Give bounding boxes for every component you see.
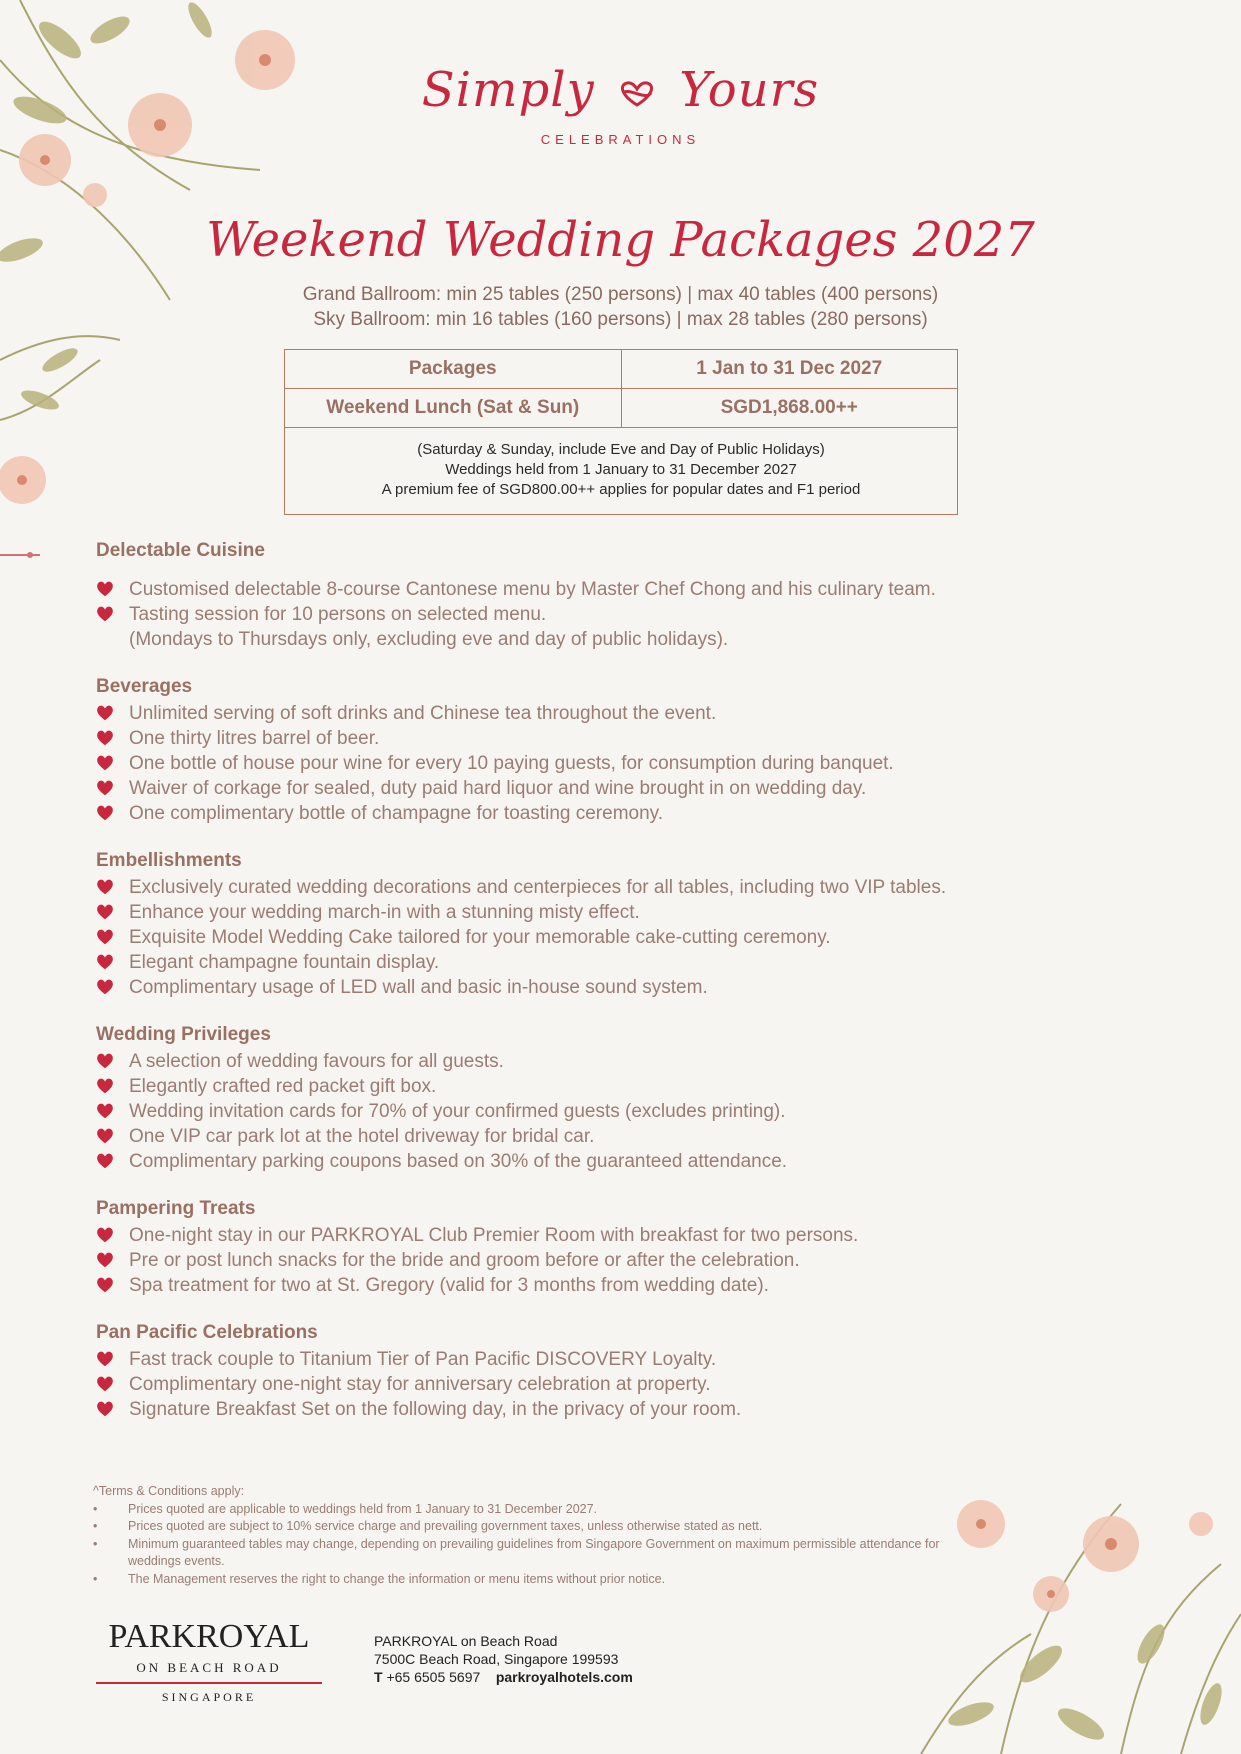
terms-and-conditions [93, 1483, 973, 1589]
list-item [96, 975, 1096, 1000]
pricing-header-period: 1 Jan to 31 Dec 2027 [621, 350, 958, 388]
list-item-text: Unlimited serving of soft drinks and Chinese tea throughout the event. [129, 703, 717, 724]
list-item [96, 875, 1096, 900]
heart-bullet-icon [96, 605, 114, 623]
list-item-text: Elegant champagne fountain display. [129, 952, 440, 973]
section-title: Pampering Treats [96, 1198, 256, 1219]
section-cuisine [96, 540, 1096, 652]
heart-bullet-icon [96, 878, 114, 896]
infinity-heart-icon [617, 79, 657, 109]
list-item-text: Exclusively curated wedding decorations and centerpieces for all tables, including two VIP tables. [129, 877, 947, 898]
logo-city: SINGAPORE [161, 1690, 257, 1704]
pricing-price: SGD1,868.00++ [621, 389, 958, 427]
pricing-table [284, 349, 958, 515]
list-item [96, 1397, 1096, 1422]
list-item-text: One bottle of house pour wine for every 10 paying guests, for consumption during banquet. [129, 753, 894, 774]
list-item [96, 1347, 1096, 1372]
list-item [96, 925, 1096, 950]
package-inclusions [96, 540, 1096, 1422]
list-item [96, 726, 1096, 751]
list-item-text: (Mondays to Thursdays only, excluding eve and day of public holidays). [129, 629, 729, 650]
list-item [96, 1074, 1096, 1099]
contact-line [374, 1668, 633, 1686]
grand-ballroom-capacity: Grand Ballroom: min 25 tables (250 persons) | max 40 tables (400 persons) [302, 284, 939, 305]
website-link[interactable]: parkroyalhotels.com [495, 1669, 633, 1685]
list-item-text: Exquisite Model Wedding Cake tailored for your memorable cake-cutting ceremony. [129, 927, 831, 948]
logo-wordmark: PARKROYAL [108, 1618, 310, 1655]
parkroyal-logo [96, 1620, 322, 1705]
section-list [96, 1223, 1096, 1298]
heart-bullet-icon [96, 804, 114, 822]
section-list [96, 701, 1096, 826]
list-item-text: Spa treatment for two at St. Gregory (valid for 3 months from wedding date). [129, 1275, 769, 1296]
heart-bullet-icon [96, 1077, 114, 1095]
heart-bullet-icon [96, 953, 114, 971]
list-item-text: Fast track couple to Titanium Tier of Pan Pacific DISCOVERY Loyalty. [129, 1349, 717, 1370]
heart-bullet-icon [96, 1052, 114, 1070]
section-list [96, 875, 1096, 1000]
list-item-text: Elegantly crafted red packet gift box. [129, 1076, 437, 1097]
terms-list [93, 1501, 973, 1589]
list-item-text: Enhance your wedding march-in with a stunning misty effect. [129, 902, 640, 923]
list-item [96, 950, 1096, 975]
list-item-text: Complimentary parking coupons based on 30% of the guaranteed attendance. [129, 1151, 788, 1172]
list-item-text: One-night stay in our PARKROYAL Club Premier Room with breakfast for two persons. [129, 1225, 859, 1246]
heart-bullet-icon [96, 1276, 114, 1294]
heart-bullet-icon [96, 1127, 114, 1145]
pricing-header-row [285, 350, 957, 389]
list-item-text: Customised delectable 8-course Cantonese menu by Master Chef Chong and his culinary team. [129, 579, 936, 600]
phone-number: +65 6505 5697 [386, 1669, 481, 1685]
list-item-text: Pre or post lunch snacks for the bride and groom before or after the celebration. [129, 1250, 800, 1271]
terms-heading: ^Terms & Conditions apply: [93, 1484, 245, 1498]
list-item-text: One thirty litres barrel of beer. [129, 728, 380, 749]
list-item [96, 577, 1096, 602]
list-item [96, 701, 1096, 726]
section-wedding-privileges [96, 1024, 1096, 1174]
section-title: Embellishments [96, 850, 242, 871]
address-street: 7500C Beach Road, Singapore 199593 [374, 1651, 619, 1667]
brand-script-left: Simply [421, 62, 595, 118]
list-item-text: Complimentary one-night stay for anniversary celebration at property. [129, 1374, 711, 1395]
heart-bullet-icon [96, 704, 114, 722]
list-item-note [96, 627, 1096, 652]
brand-subtitle: CELEBRATIONS [540, 132, 701, 147]
heart-bullet-icon [96, 903, 114, 921]
brand-logo [0, 62, 1241, 147]
section-title: Delectable Cuisine [96, 540, 265, 561]
terms-item: • Prices quoted are subject to 10% service charge and prevailing government taxes, unless otherwise stated as nett. [93, 1518, 973, 1536]
pricing-package-name: Weekend Lunch (Sat & Sun) [326, 397, 580, 418]
logo-divider [96, 1682, 322, 1684]
heart-bullet-icon [96, 1152, 114, 1170]
heart-bullet-icon [96, 978, 114, 996]
list-item [96, 602, 1096, 627]
pricing-header-packages: Packages [408, 358, 497, 379]
pricing-note: (Saturday & Sunday, include Eve and Day of Public Holidays) [417, 441, 825, 458]
section-list [96, 1347, 1096, 1422]
heart-bullet-icon [96, 1400, 114, 1418]
pricing-notes [285, 428, 957, 514]
list-item [96, 1049, 1096, 1074]
heart-bullet-icon [96, 1226, 114, 1244]
section-pampering-treats [96, 1198, 1096, 1298]
pricing-row [285, 389, 957, 428]
list-item-text: A selection of wedding favours for all guests. [129, 1051, 504, 1072]
list-item [96, 751, 1096, 776]
brand-script [0, 62, 1241, 118]
list-item [96, 1149, 1096, 1174]
list-item [96, 900, 1096, 925]
pricing-note: A premium fee of SGD800.00++ applies for popular dates and F1 period [381, 481, 861, 498]
list-item-text: One complimentary bottle of champagne for toasting ceremony. [129, 803, 664, 824]
list-item-text: Tasting session for 10 persons on selected menu. [129, 604, 547, 625]
brand-script-right: Yours [679, 62, 820, 118]
heart-bullet-icon [96, 1251, 114, 1269]
list-item [96, 1099, 1096, 1124]
sky-ballroom-capacity: Sky Ballroom: min 16 tables (160 persons) | max 28 tables (280 persons) [313, 309, 928, 330]
contact-address [374, 1632, 633, 1686]
list-item [96, 1223, 1096, 1248]
logo-subtitle: ON BEACH ROAD [136, 1660, 282, 1675]
list-item-text: Waiver of corkage for sealed, duty paid hard liquor and wine brought in on wedding day. [129, 778, 867, 799]
terms-item: • Prices quoted are applicable to weddings held from 1 January to 31 December 2027. [93, 1501, 973, 1519]
list-item [96, 776, 1096, 801]
section-list [96, 577, 1096, 652]
heart-bullet-icon [96, 928, 114, 946]
heart-bullet-icon [96, 779, 114, 797]
section-title: Wedding Privileges [96, 1024, 271, 1045]
terms-item: • The Management reserves the right to change the information or menu items without prior notice. [93, 1571, 973, 1589]
section-title: Beverages [96, 676, 193, 697]
pricing-note: Weddings held from 1 January to 31 December 2027 [445, 461, 797, 478]
list-item-text: One VIP car park lot at the hotel driveway for bridal car. [129, 1126, 595, 1147]
list-item-text: Complimentary usage of LED wall and basic in-house sound system. [129, 977, 708, 998]
list-item [96, 1248, 1096, 1273]
list-item-text: Signature Breakfast Set on the following day, in the privacy of your room. [129, 1399, 742, 1420]
terms-item: • Minimum guaranteed tables may change, depending on prevailing guidelines from Singapore Government on maximum permissible attendance for weddings events. [93, 1536, 973, 1571]
list-item [96, 1273, 1096, 1298]
section-title: Pan Pacific Celebrations [96, 1322, 318, 1343]
heart-bullet-icon [96, 1102, 114, 1120]
list-item [96, 801, 1096, 826]
address-name: PARKROYAL on Beach Road [374, 1633, 558, 1649]
heart-bullet-icon [96, 1375, 114, 1393]
heart-bullet-icon [96, 580, 114, 598]
section-beverages [96, 676, 1096, 826]
list-item-text: Wedding invitation cards for 70% of your confirmed guests (excludes printing). [129, 1101, 786, 1122]
heart-bullet-icon [96, 729, 114, 747]
page-title: Weekend Wedding Packages 2027 [206, 212, 1035, 268]
section-list [96, 1049, 1096, 1174]
section-embellishments [96, 850, 1096, 1000]
list-item [96, 1372, 1096, 1397]
list-item [96, 1124, 1096, 1149]
heart-bullet-icon [96, 1350, 114, 1368]
heart-bullet-icon [96, 754, 114, 772]
phone-label: T [374, 1669, 383, 1685]
section-pan-pacific [96, 1322, 1096, 1422]
